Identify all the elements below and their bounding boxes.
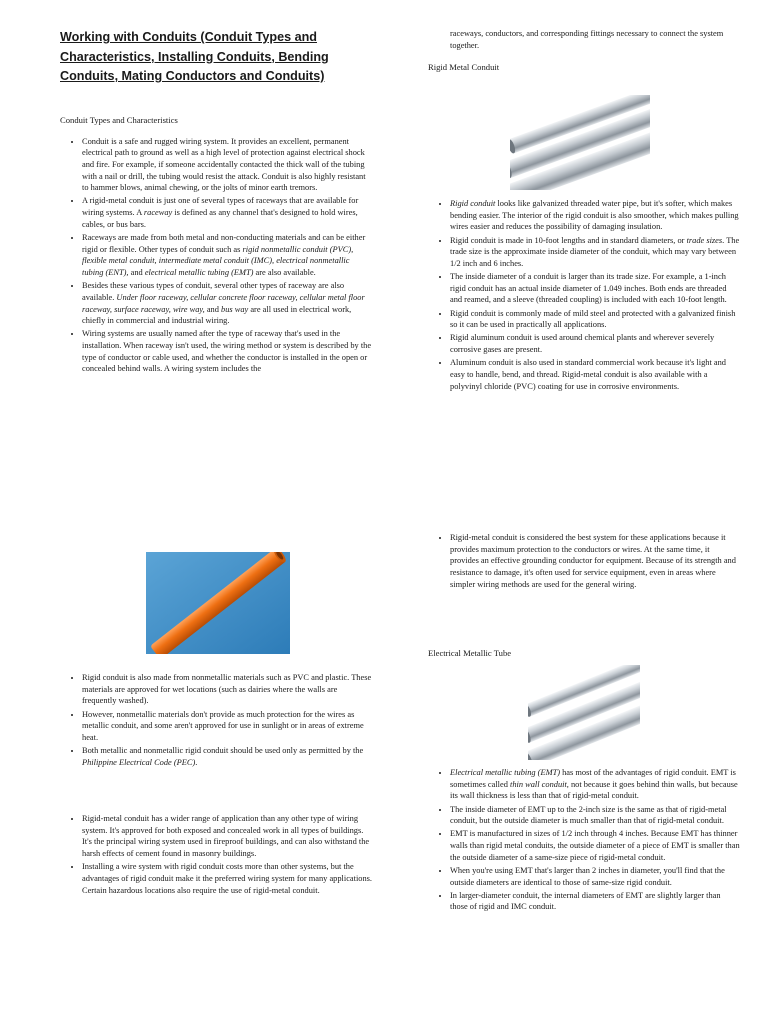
list-item-text: . The trade size is the approximate inside diameter of the conduit, which may vary between 1/2 inch and 6 inches. bbox=[450, 235, 740, 268]
list-item bbox=[82, 195, 372, 230]
list-item bbox=[82, 672, 372, 707]
nonmetallic-section bbox=[60, 672, 372, 770]
list-item bbox=[82, 709, 372, 744]
list-item-text: Both metallic and nonmetallic rigid conduit should be used only as permitted by the bbox=[82, 746, 364, 755]
pvc-conduit-image bbox=[146, 552, 290, 654]
list-item-italic-text: raceway bbox=[143, 208, 173, 218]
list-item-text: Wiring systems are usually named after the type of raceway that's used in the installation. When raceway isn't used, the wiring method or system is described by the type of conductor or cable used, and whether the conductor is installed in the open or concealed behind walls. A wiring system includes the bbox=[82, 329, 372, 374]
rigid-metal-list bbox=[428, 198, 740, 392]
list-item-text: Installing a wire system with rigid conduit costs more than other systems, but the advantages of rigid conduit make it the preferred wiring system for many applications. Certain hazardous locations also require the use of rigid-metal conduit. bbox=[82, 862, 373, 895]
list-item-italic-text: bus way bbox=[221, 304, 249, 314]
list-item-text: is defined as any channel that's designed to hold wires, cables, or bus bars. bbox=[82, 208, 358, 229]
list-item-text: Rigid conduit is also made from nonmetallic materials such as PVC and plastic. These materials are approved for wet locations (such as dairies where the walls are frequently washed). bbox=[82, 673, 372, 706]
list-item bbox=[450, 865, 740, 888]
list-item bbox=[450, 767, 740, 802]
nonmetallic-list bbox=[60, 672, 372, 768]
best-system-list bbox=[428, 532, 740, 591]
list-item-text: looks like galvanized threaded water pipe, but it's softer, which makes bending easier. The interior of the rigid conduit is also smoother, which makes pulling wires easier and reduces the possibility of damaging insulation. bbox=[450, 199, 739, 232]
list-item-text: The inside diameter of EMT up to the 2-inch size is the same as that of rigid-metal conduit, but the outside diameter is much smaller than that of rigid-metal conduit. bbox=[450, 804, 727, 826]
list-item bbox=[82, 136, 372, 195]
list-item-italic-text: rigid nonmetallic conduit (PVC), flexible metal conduit, intermediate metal conduit (IMC), electrical nonmetallic tubing (ENT), bbox=[82, 244, 354, 278]
list-item bbox=[450, 828, 740, 863]
list-item-text: Rigid conduit is made in 10-foot lengths and in standard diameters, or bbox=[450, 235, 687, 245]
section-heading-emt: Electrical Metallic Tube bbox=[428, 648, 512, 658]
best-system-section bbox=[428, 532, 740, 592]
list-item-italic-text: trade sizes bbox=[686, 235, 723, 245]
list-item bbox=[82, 328, 372, 375]
list-item bbox=[450, 235, 740, 270]
list-item-italic-text: Philippine Electrical Code (PEC) bbox=[82, 757, 196, 767]
list-item-text: Conduit is a safe and rugged wiring system. It provides an excellent, permanent electrical path to ground as well as a high level of protection against electrical shock and fire. For example, if someone accidentally contacted the thick wall of the tubing with a nail or drill, the tubing would resist the attack. Conduit is also highly resistant to hammer blows, animal chewing, or the jolts of minor earth tremors. bbox=[82, 136, 366, 193]
emt-list bbox=[428, 767, 740, 913]
rigid-application-section bbox=[60, 813, 372, 898]
list-item-text: In larger-diameter conduit, the internal diameters of EMT are slightly larger than those of rigid and IMC conduit. bbox=[450, 890, 721, 912]
list-item bbox=[450, 804, 740, 827]
list-item-text: When you're using EMT that's larger than 2 inches in diameter, you'll find that the outside diameters are identical to those of same-size rigid conduit. bbox=[450, 865, 725, 887]
list-item-text: Rigid conduit is commonly made of mild steel and protected with a galvanized finish so it can be used in practically all applications. bbox=[450, 308, 736, 330]
emt-section bbox=[428, 767, 740, 914]
list-item-text: and bbox=[128, 268, 145, 278]
list-item-italic-text: Electrical metallic tubing (EMT) bbox=[450, 768, 561, 777]
emt-heading-box bbox=[428, 647, 740, 659]
list-item-text: Besides these various types of conduit, several other types of raceway are also available. bbox=[82, 281, 345, 302]
list-item-text: Aluminum conduit is also used in standard commercial work because it's light and easy to handle, bend, and thread. Rigid-metal conduit is also available with a polyvinyl chloride (PVC) coating for use in corrosive environments. bbox=[450, 358, 726, 391]
rigid-application-list bbox=[60, 813, 372, 896]
rigid-metal-conduit-image bbox=[510, 95, 650, 190]
list-item-text: Rigid-metal conduit has a wider range of application than any other type of wiring system. It's approved for both exposed and concealed work in all types of buildings. It's the principal wiring system used in fireproof buildings, and can also withstand the harsh effects of cement found in masonry buildings. bbox=[82, 814, 370, 859]
list-item bbox=[450, 332, 740, 355]
list-item bbox=[450, 357, 740, 392]
list-item-text: Raceways are made from both metal and non-conducting materials and can be either rigid or flexible. Other types of conduit such as bbox=[82, 232, 366, 254]
list-item bbox=[450, 271, 740, 306]
section-heading-conduit-types: Conduit Types and Characteristics bbox=[60, 114, 178, 125]
wiring-system-continued: raceways, conductors, and corresponding fittings necessary to connect the system together. bbox=[450, 29, 724, 50]
list-item bbox=[82, 813, 372, 860]
list-item-text: The inside diameter of a conduit is larger than its trade size. For example, a 1-inch rigid conduit has an actual inside diameter of 1.049 inches. Both ends are threaded and reamed, and a sleeve (threaded coupling) is included with each 10-foot length. bbox=[450, 272, 727, 305]
list-item-italic-text: Rigid conduit bbox=[450, 199, 496, 208]
list-item bbox=[450, 890, 740, 913]
list-item-text: Rigid aluminum conduit is used around chemical plants and wherever severely corrosive gases are present. bbox=[450, 333, 715, 354]
list-item-text: are all used in electrical work, chiefly in commercial and industrial wiring. bbox=[82, 304, 352, 326]
list-item-text: However, nonmetallic materials don't provide as much protection for the wires as metallic conduit, and some aren't approved for use in sunlight or in areas of extreme heat. bbox=[82, 709, 364, 742]
list-item-italic-text: Under floor raceway, cellular concrete floor raceway, cellular metal floor raceway, surface raceway, wire way, bbox=[82, 292, 365, 314]
list-item bbox=[82, 232, 372, 279]
list-item-text: and bbox=[204, 304, 222, 314]
list-item-italic-text: thin wall conduit bbox=[510, 779, 567, 789]
document-title: Working with Conduits (Conduit Types and Characteristics, Installing Conduits, Bending Conduits, Mating Conductors and Conduits) bbox=[60, 30, 329, 83]
list-item bbox=[450, 308, 740, 331]
section-heading-rigid-metal: Rigid Metal Conduit bbox=[428, 62, 500, 73]
list-item-text: A rigid-metal conduit is just one of several types of raceways that are available for wiring systems. A bbox=[82, 196, 359, 218]
left-column bbox=[60, 28, 372, 377]
list-item-text: are also available. bbox=[253, 268, 316, 278]
conduit-types-list bbox=[60, 136, 372, 376]
list-item-text: , not because it goes behind thin walls, but because its wall thickness is less than that of rigid-metal conduit. bbox=[450, 779, 738, 801]
rigid-metal-section bbox=[428, 198, 740, 394]
list-item-text: . bbox=[195, 757, 198, 767]
list-item bbox=[450, 198, 740, 233]
list-item bbox=[82, 280, 372, 327]
right-column bbox=[428, 28, 740, 73]
list-item bbox=[82, 745, 372, 768]
list-item-text: Rigid-metal conduit is considered the best system for these applications because it provides maximum protection to the conductors or wires. At the same time, it provides an effective grounding conductor for equipment. Because of its strength and resistance to damage, it's often used for service equipment, even in areas where simpler wiring methods are used for the general wiring. bbox=[450, 533, 736, 589]
list-item bbox=[450, 532, 740, 591]
emt-conduit-image bbox=[528, 665, 640, 760]
list-item-italic-text: electrical metallic tubing (EMT) bbox=[144, 268, 254, 278]
list-item-text: EMT is manufactured in sizes of 1/2 inch through 4 inches. Because EMT has thinner walls than rigid metal conduits, the outside diameter of a piece of EMT is smaller than the outside diameter of a same-size piece of rigid-metal conduit. bbox=[450, 829, 740, 862]
list-item bbox=[82, 861, 372, 896]
list-item-text: has most of the advantages of rigid conduit. EMT is sometimes called bbox=[450, 768, 736, 789]
